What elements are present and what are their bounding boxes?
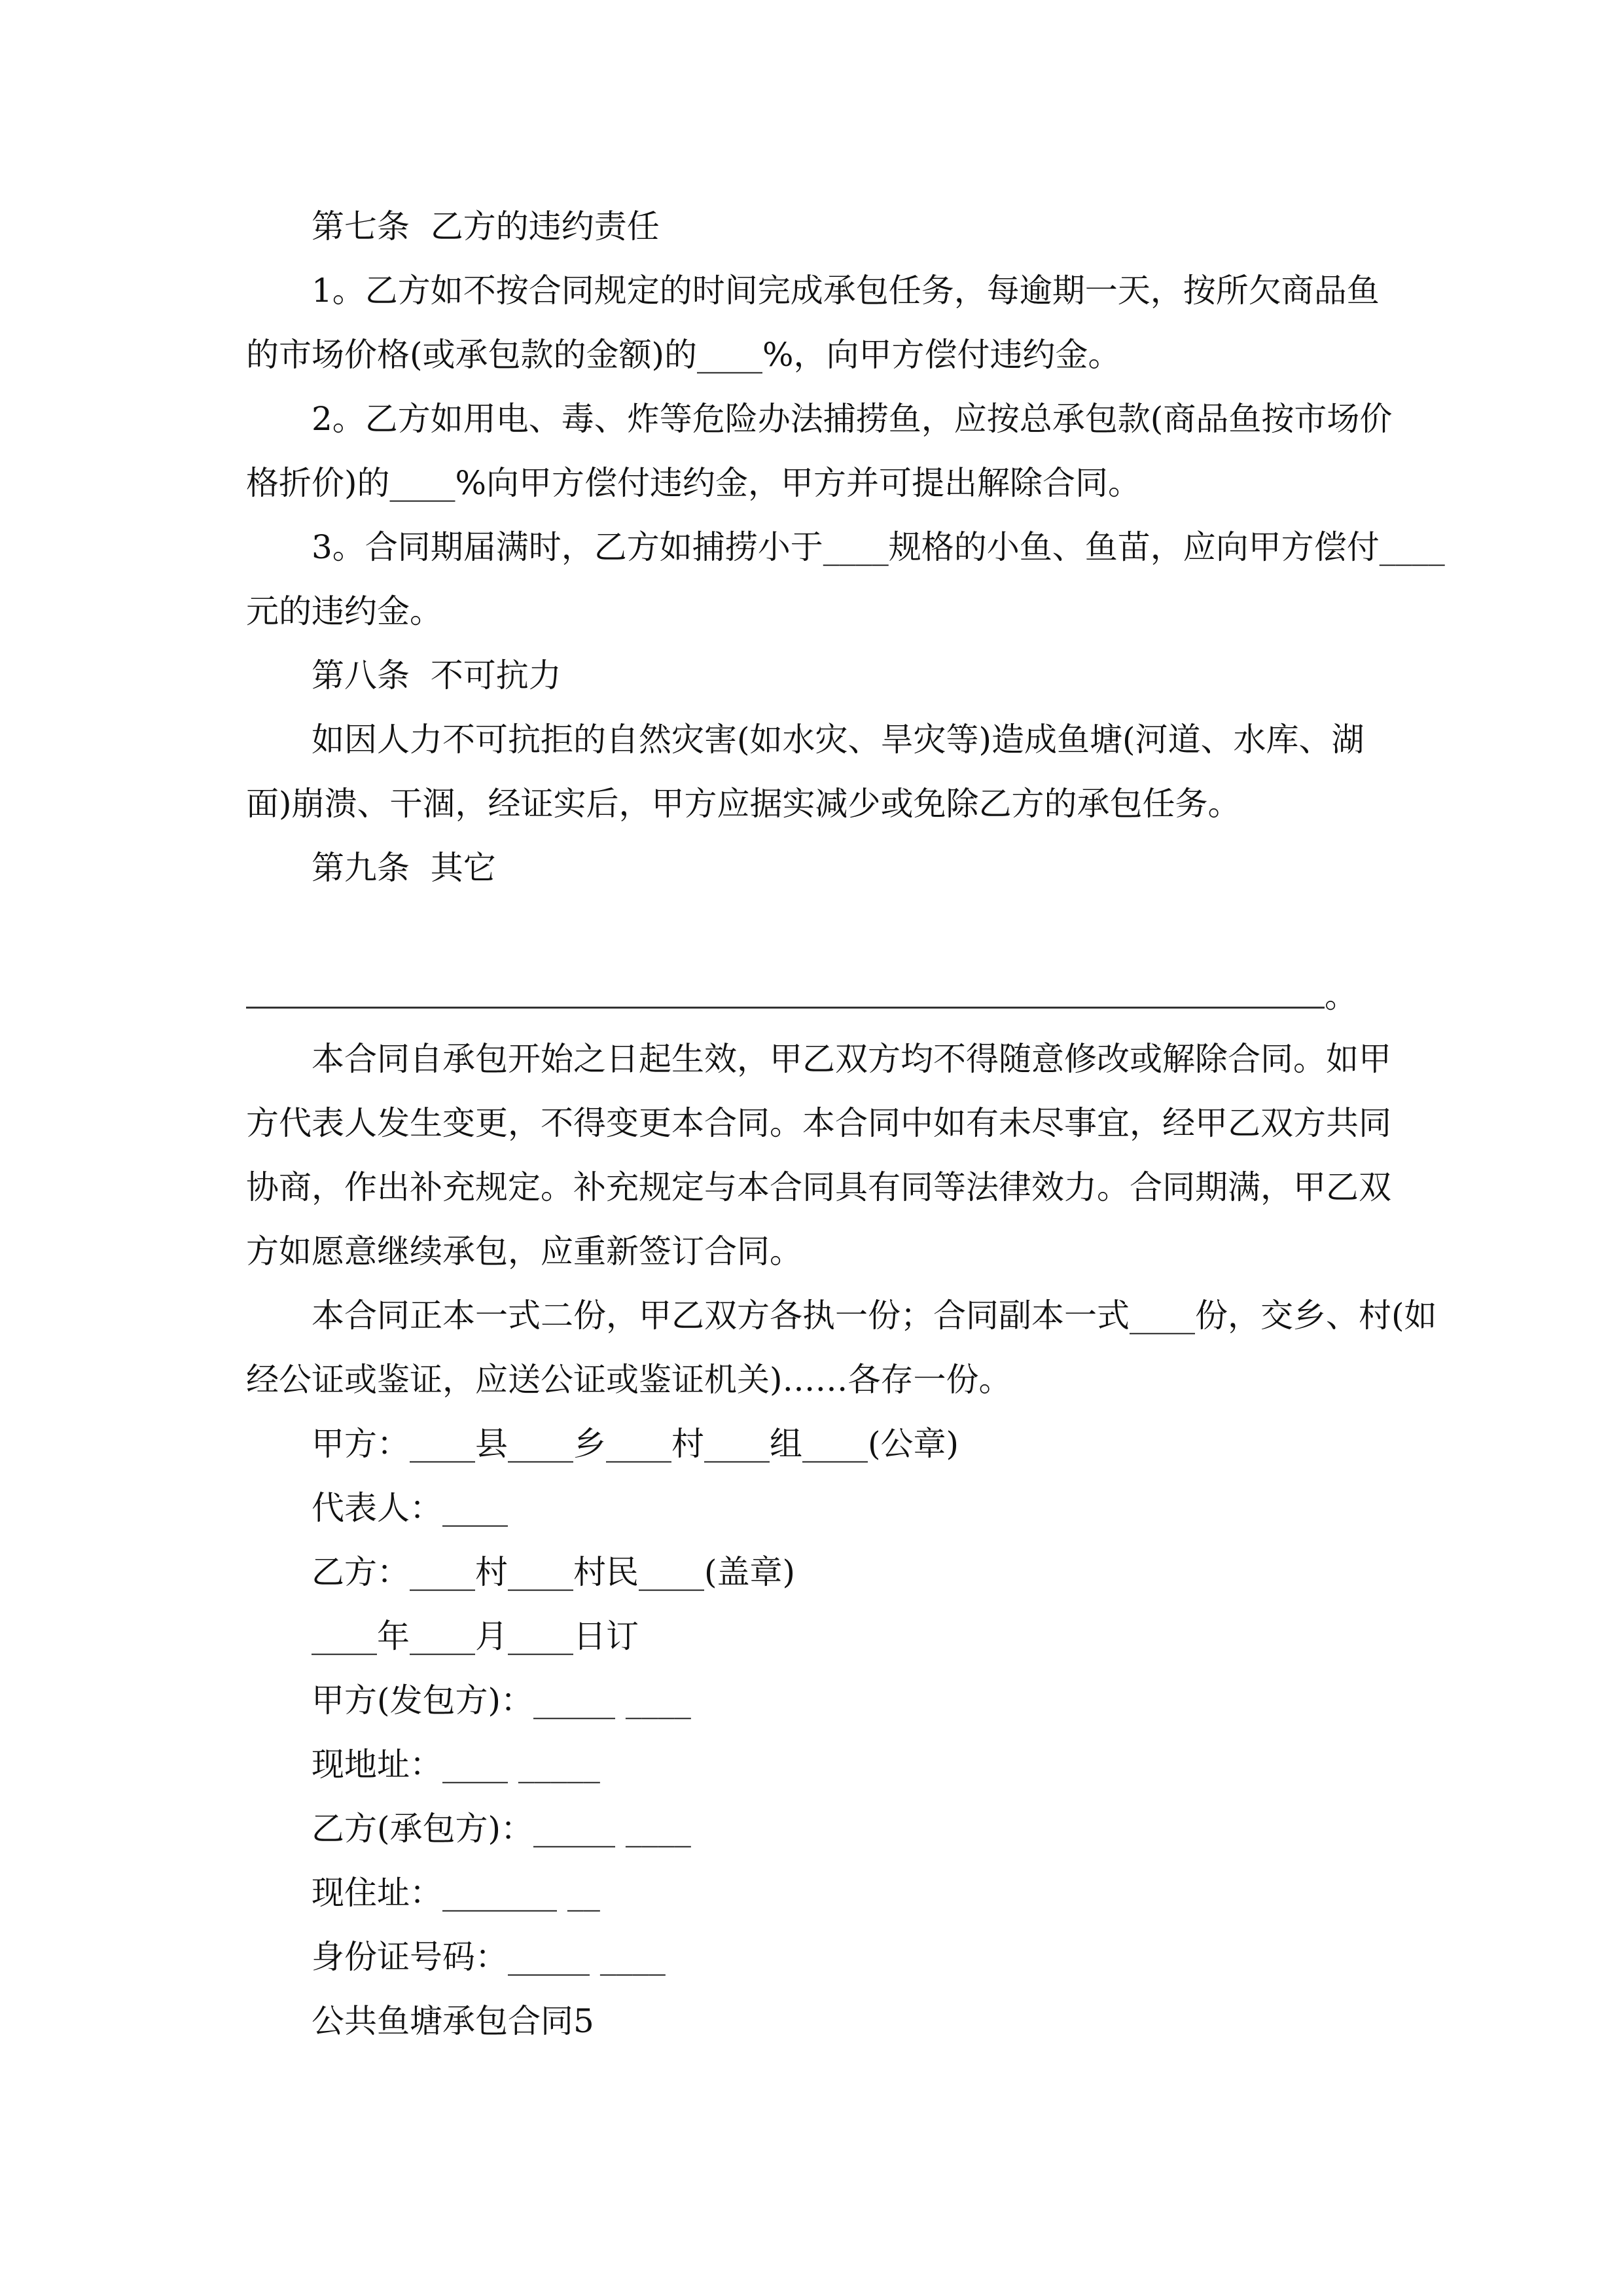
effect-para-line-3: 协商，作出补充规定。补充规定与本合同具有同等法律效力。合同期满，甲乙双 xyxy=(246,1168,1391,1206)
other-terms-period: 。 xyxy=(1325,977,1357,1015)
effect-para-line-2: 方代表人发生变更，不得变更本合同。本合同中如有未尽事宜，经甲乙双方共同 xyxy=(246,1104,1391,1142)
article-8-line-1: 如因人力不可抗拒的自然灾害(如水灾、旱灾等)造成鱼塘(河道、水库、湖 xyxy=(312,721,1364,759)
copies-para-line-2: 经公证或鉴证，应送公证或鉴证机关)……各存一份。 xyxy=(246,1361,1012,1399)
party-b-signature-line: 乙方：____村____村民____(盖章) xyxy=(312,1553,796,1591)
clause-7-1-line-1: 1。乙方如不按合同规定的时间完成承包任务，每逾期一天，按所欠商品鱼 xyxy=(312,272,1380,310)
copies-para-line-1: 本合同正本一式二份，甲乙双方各执一份；合同副本一式____份，交乡、村(如 xyxy=(312,1297,1437,1335)
party-a-contractor-line: 甲方(发包方)：_____ ____ xyxy=(312,1681,691,1719)
party-b-address-line: 现住址：_______ __ xyxy=(312,1874,600,1912)
clause-7-3-line-2: 元的违约金。 xyxy=(246,592,442,630)
party-a-address-line: 现地址：____ _____ xyxy=(312,1746,600,1784)
signing-date-line: ____年____月____日订 xyxy=(312,1617,639,1655)
other-terms-blank-line xyxy=(246,1007,1325,1009)
effect-para-line-4: 方如愿意继续承包，应重新签订合同。 xyxy=(246,1232,802,1270)
clause-7-2-line-1: 2。乙方如用电、毒、炸等危险办法捕捞鱼，应按总承包款(商品鱼按市场价 xyxy=(312,400,1393,438)
clause-7-1-line-2: 的市场价格(或承包款的金额)的____%，向甲方偿付违约金。 xyxy=(246,336,1121,374)
effect-para-line-1: 本合同自承包开始之日起生效，甲乙双方均不得随意修改或解除合同。如甲 xyxy=(312,1040,1391,1078)
party-b-contractor-line: 乙方(承包方)：_____ ____ xyxy=(312,1810,691,1848)
clause-7-2-line-2: 格折价)的____%向甲方偿付违约金，甲方并可提出解除合同。 xyxy=(246,464,1141,502)
party-a-signature-line: 甲方：____县____乡____村____组____(公章) xyxy=(312,1425,959,1463)
article-9-heading: 第九条 其它 xyxy=(312,849,496,887)
clause-7-3-line-1: 3。合同期届满时，乙方如捕捞小于____规格的小鱼、鱼苗，应向甲方偿付____ xyxy=(312,528,1445,566)
article-8-heading: 第八条 不可抗力 xyxy=(312,656,562,694)
representative-line: 代表人：____ xyxy=(312,1489,508,1527)
article-8-line-2: 面)崩溃、干涸，经证实后，甲方应据实减少或免除乙方的承包任务。 xyxy=(246,785,1241,823)
id-number-line: 身份证号码：_____ ____ xyxy=(312,1938,666,1976)
article-7-heading: 第七条 乙方的违约责任 xyxy=(312,207,660,245)
next-contract-title: 公共鱼塘承包合同5 xyxy=(312,2002,594,2040)
